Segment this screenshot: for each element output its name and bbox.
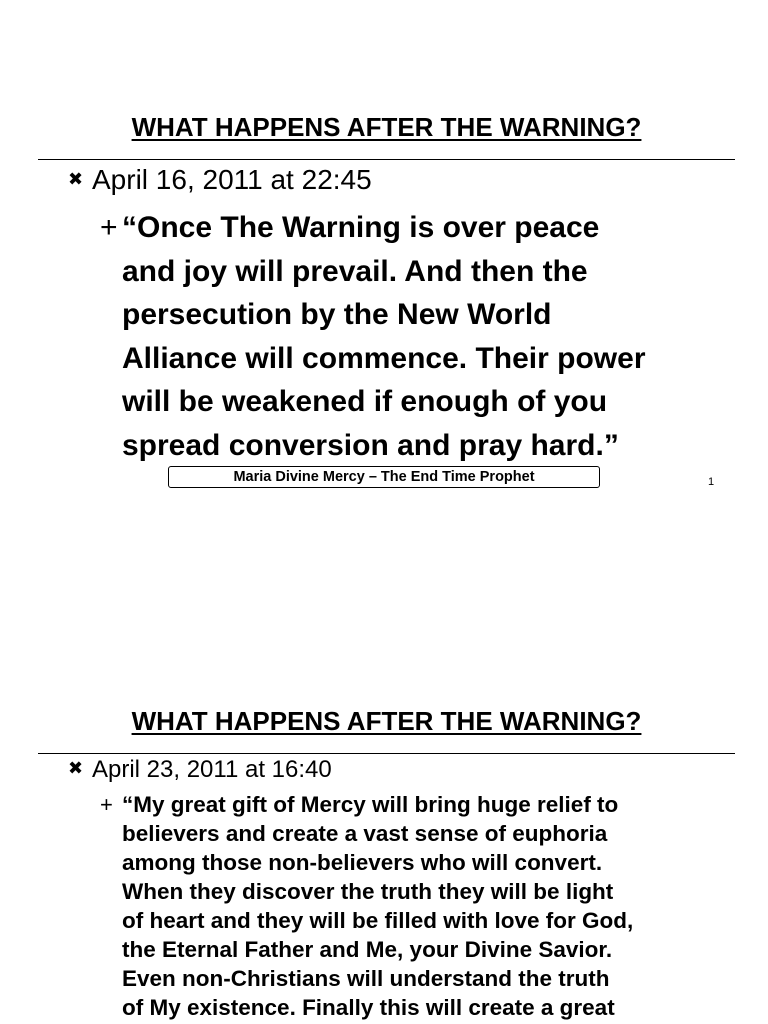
plus-marker: +: [100, 211, 118, 244]
slide-2: [38, 694, 735, 1024]
title-divider: [38, 753, 735, 754]
date-bullet: [68, 164, 372, 196]
slide-title: WHAT HAPPENS AFTER THE WARNING?: [131, 112, 642, 142]
quote-line: of heart and they will be filled with love for God,: [122, 908, 634, 933]
quote-line: Alliance will commence. Their power: [122, 341, 646, 375]
page-number: 1: [708, 476, 715, 488]
quote-block: [100, 790, 730, 1022]
plus-marker: +: [100, 792, 113, 817]
quote-block: [100, 206, 730, 468]
quote-line: When they discover the truth they will be light: [122, 879, 614, 904]
slide-title: WHAT HAPPENS AFTER THE WARNING?: [131, 706, 642, 736]
quote-text: [100, 790, 730, 1022]
x-mark-icon: ✖: [68, 169, 84, 190]
date-bullet: [68, 756, 332, 784]
quote-line: and joy will prevail. And then the: [122, 254, 588, 288]
quote-line: Even non-Christians will understand the truth: [122, 966, 610, 991]
quote-line: spread conversion and pray hard.”: [122, 428, 619, 462]
footer-banner: Maria Divine Mercy – The End Time Prophet: [168, 466, 600, 488]
quote-line: “Once The Warning is over peace: [122, 211, 600, 244]
quote-line: of My existence. Finally this will create a great: [122, 995, 615, 1020]
quote-line: among those non-believers who will convert.: [122, 850, 603, 875]
quote-line: believers and create a vast sense of euphoria: [122, 821, 608, 846]
quote-line: will be weakened if enough of you: [122, 385, 608, 419]
title-divider: [38, 159, 735, 160]
quote-line: the Eternal Father and Me, your Divine Savior.: [122, 937, 613, 962]
bullet-date: April 16, 2011 at 22:45: [92, 164, 372, 195]
quote-text: [100, 206, 730, 468]
bullet-date: April 23, 2011 at 16:40: [92, 756, 332, 783]
x-mark-icon: ✖: [68, 758, 84, 779]
quote-line: persecution by the New World: [122, 298, 552, 332]
quote-line: “My great gift of Mercy will bring huge relief to: [122, 792, 619, 817]
slide-1: [38, 100, 735, 495]
